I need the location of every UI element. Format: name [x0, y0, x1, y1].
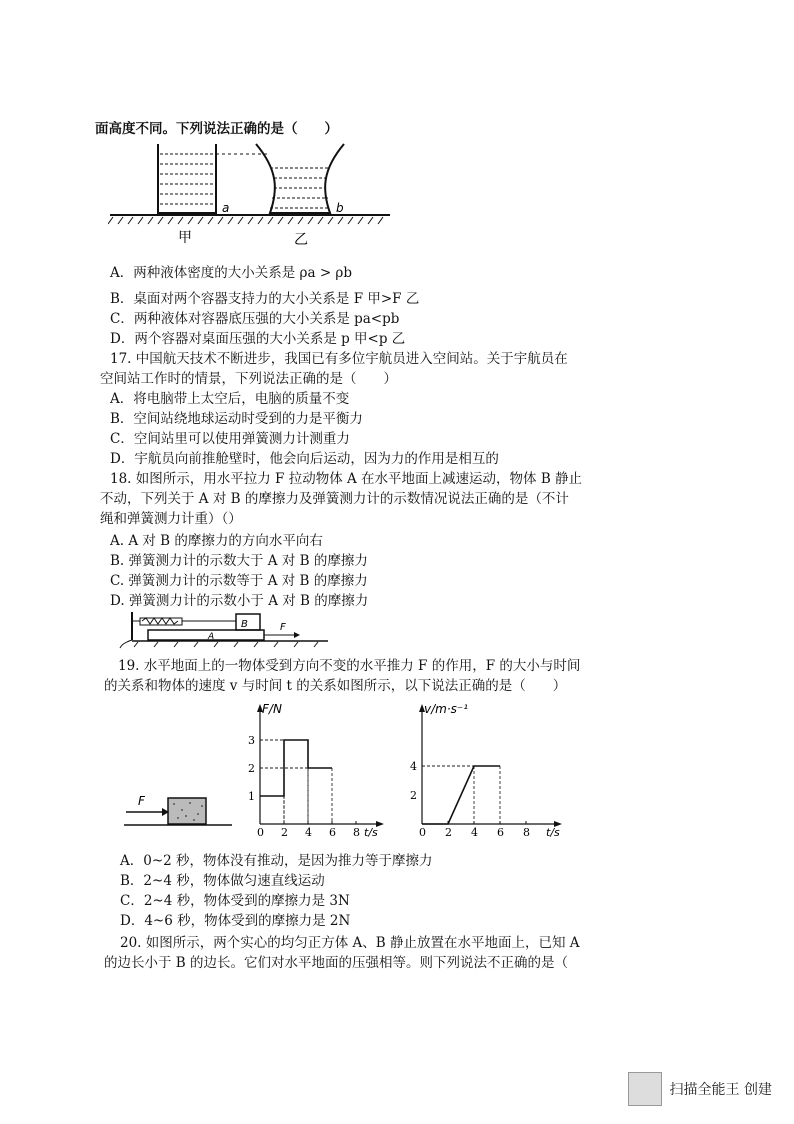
label-jia: 甲: [178, 230, 192, 246]
chart1-ytick: 2: [248, 762, 255, 775]
q20-stem-line1: 20. 如图所示，两个实心的均匀正方体 A、B 静止放置在水平地面上，已知 A: [120, 935, 580, 951]
chart2-xtick: 0: [419, 826, 426, 839]
chart2-xtick: 2: [445, 826, 452, 839]
q16-stem-end: 面高度不同。下列说法正确的是（ ）: [95, 121, 338, 137]
chart1-xtick: 4: [305, 826, 312, 839]
q19-option-c: C．2~4 秒，物体受到的摩擦力是 3N: [120, 893, 350, 909]
q17-stem-line2: 空间站工作时的情景，下列说法正确的是（ ）: [100, 371, 397, 387]
q18-stem-line2: 不动，下列关于 A 对 B 的摩擦力及弹簧测力计的示数情况说法正确的是（不计: [100, 491, 569, 507]
label-F-18: F: [280, 622, 286, 633]
q17-option-c: C．空间站里可以使用弹簧测力计测重力: [110, 431, 350, 447]
q19-stem-line2: 的关系和物体的速度 v 与时间 t 的关系如图所示，以下说法正确的是（ ）: [104, 678, 567, 694]
q17-option-a: A．将电脑带上太空后，电脑的质量不变: [110, 391, 350, 407]
scanner-watermark: [628, 1072, 772, 1106]
q18-option-d: D. 弹簧测力计的示数小于 A 对 B 的摩擦力: [110, 593, 369, 609]
q16-option-a: A．两种液体密度的大小关系是 ρa > ρb: [110, 265, 352, 281]
chart2-ytick: 2: [410, 789, 417, 802]
q18-stem-line3: 绳和弹簧测力计重）（）: [100, 511, 242, 527]
q16-option-d: D．两个容器对桌面压强的大小关系是 p 甲<p 乙: [110, 331, 406, 347]
label-F-19: F: [138, 794, 145, 808]
q19-chart-force: [238, 700, 388, 840]
label-yi: 乙: [294, 232, 308, 248]
chart2-xtick: 8: [523, 826, 530, 839]
chart2-xtick: 6: [497, 826, 504, 839]
q18-figure: [118, 608, 338, 650]
q17-option-b: B．空间站绕地球运动时受到的力是平衡力: [110, 411, 363, 427]
label-a: a: [222, 201, 230, 215]
chart1-xtick: 6: [329, 826, 336, 839]
chart2-ytick: 4: [410, 760, 417, 773]
scanner-logo-icon: [628, 1072, 662, 1106]
chart1-xtick: 8: [353, 826, 360, 839]
q19-stem-line1: 19. 水平地面上的一物体受到方向不变的水平推力 F 的作用，F 的大小与时间: [118, 658, 581, 674]
chart2-xtick: 4: [471, 826, 478, 839]
chart2-series-line: [422, 766, 500, 824]
q18-option-b: B. 弹簧测力计的示数大于 A 对 B 的摩擦力: [110, 553, 368, 569]
q16-figure: [108, 140, 398, 250]
q19-block-figure: [124, 790, 234, 832]
q17-option-d: D．宇航员向前推舱壁时，他会向后运动，因为力的作用是相互的: [110, 451, 499, 467]
chart1-ylabel: F/N: [262, 702, 282, 716]
q18-option-c: C. 弹簧测力计的示数等于 A 对 B 的摩擦力: [110, 573, 368, 589]
q18-stem-line1: 18. 如图所示，用水平拉力 F 拉动物体 A 在水平地面上减速运动，物体 B 静止: [110, 471, 583, 487]
watermark-text: 扫描全能王 创建: [669, 1082, 772, 1098]
chart1-xtick: 2: [281, 826, 288, 839]
q19-option-d: D．4~6 秒，物体受到的摩擦力是 2N: [120, 913, 351, 929]
label-B: B: [241, 619, 248, 630]
chart1-ytick: 1: [248, 790, 255, 803]
q16-option-b: B．桌面对两个容器支持力的大小关系是 F 甲>F 乙: [110, 291, 420, 307]
label-A: A: [208, 632, 215, 642]
chart1-xlabel: t/s: [364, 826, 378, 839]
chart1-xtick: 0: [257, 826, 264, 839]
label-b: b: [336, 201, 344, 215]
q19-option-a: A．0~2 秒，物体没有推动，是因为推力等于摩擦力: [120, 853, 433, 869]
chart2-ylabel: v/m·s⁻¹: [424, 702, 469, 716]
chart2-xlabel: t/s: [546, 826, 560, 839]
q18-option-a: A. A 对 B 的摩擦力的方向水平向右: [110, 533, 323, 549]
q17-stem-line1: 17. 中国航天技术不断进步，我国已有多位宇航员进入空间站。关于宇航员在: [110, 351, 568, 367]
q16-option-c: C．两种液体对容器底压强的大小关系是 pa<pb: [110, 311, 400, 327]
chart1-ytick: 3: [248, 734, 255, 747]
q19-option-b: B．2~4 秒，物体做匀速直线运动: [120, 873, 325, 889]
q20-stem-line2: 的边长小于 B 的边长。它们对水平地面的压强相等。则下列说法不正确的是（: [104, 955, 569, 971]
q19-chart-velocity: [400, 700, 570, 840]
